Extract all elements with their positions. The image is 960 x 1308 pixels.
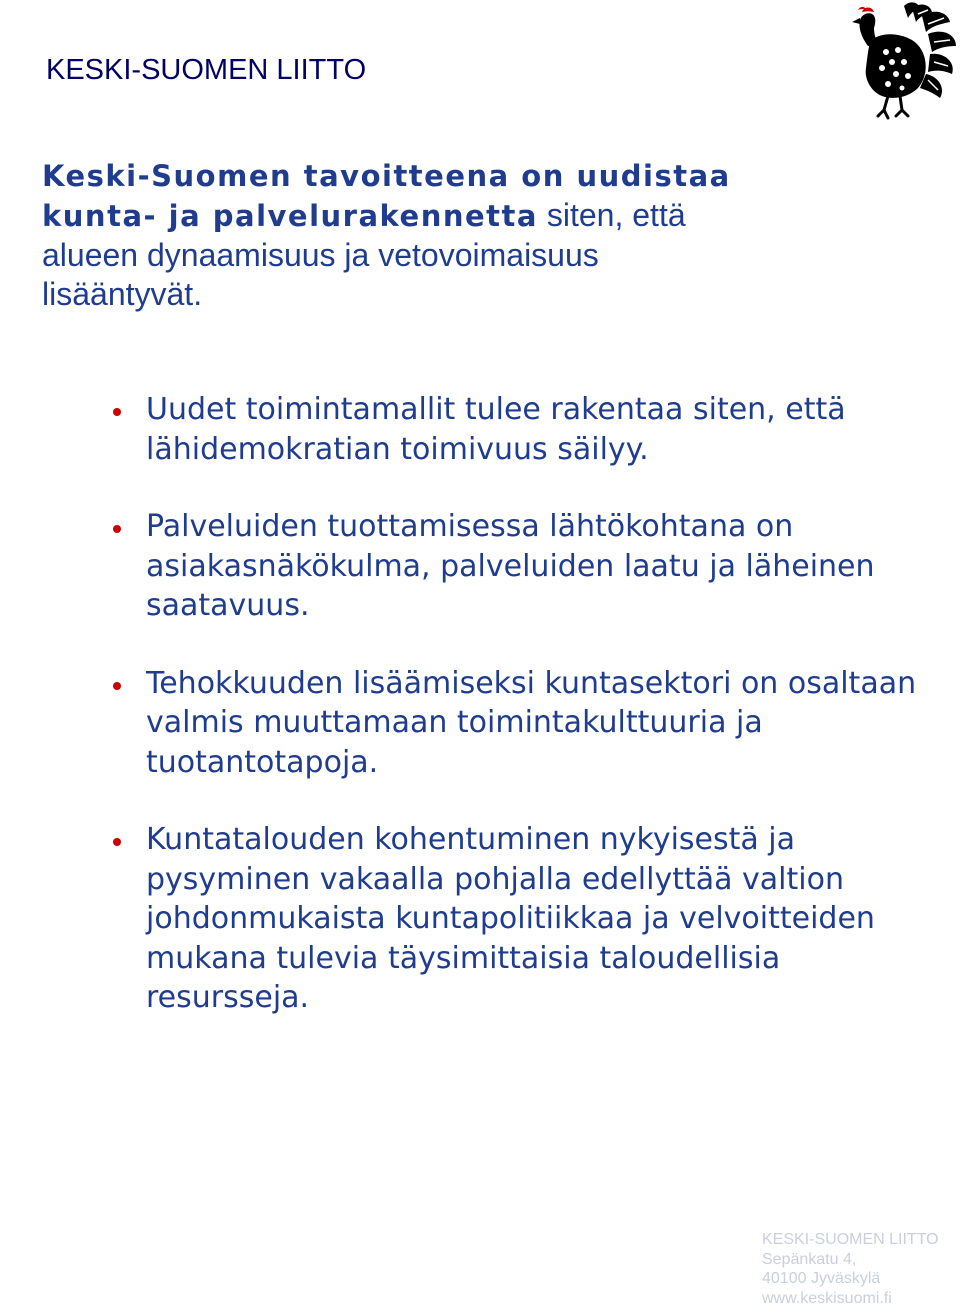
bullet-item: [0, 664, 960, 783]
bullet-dot-icon: [113, 838, 121, 846]
intro-line: [42, 196, 802, 236]
intro-bold-text: kunta- ja palvelurakennetta: [42, 199, 538, 233]
bullet-item: [0, 507, 960, 626]
bullet-item: [0, 820, 960, 1018]
footer-org: KESKI-SUOMEN LIITTO: [762, 1230, 939, 1250]
footer-web: www.keskisuomi.fi: [762, 1289, 939, 1308]
capercaillie-logo-icon: [842, 2, 960, 122]
intro-bold-text: Keski-Suomen tavoitteena on uudistaa: [42, 159, 731, 193]
intro-paragraph: [42, 156, 802, 314]
bullet-text: Palveluiden tuottamisessa lähtökohtana on asiakasnäkökulma, palveluiden laatu ja läheinen saatavuus.: [146, 509, 875, 623]
footer-address: [762, 1230, 939, 1308]
bullet-list: [0, 390, 960, 1056]
bullet-text: Uudet toimintamallit tulee rakentaa siten, että lähidemokratian toimivuus säilyy.: [146, 392, 846, 467]
footer-street: Sepänkatu 4,: [762, 1250, 939, 1270]
page-header-title: KESKI-SUOMEN LIITTO: [46, 54, 366, 87]
bullet-text: Tehokkuuden lisäämiseksi kuntasektori on osaltaan valmis muuttamaan toimintakulttuuria ja tuotantotapoja.: [146, 666, 916, 780]
intro-text: siten, että: [538, 197, 686, 233]
intro-line: alueen dynaamisuus ja vetovoimaisuus: [42, 236, 802, 275]
intro-line: [42, 156, 802, 196]
bullet-dot-icon: [113, 408, 121, 416]
bullet-dot-icon: [113, 682, 121, 690]
bullet-dot-icon: [113, 525, 121, 533]
bullet-text: Kuntatalouden kohentuminen nykyisestä ja pysyminen vakaalla pohjalla edellyttää valtion johdonmukaista kuntapolitiikkaa ja velvoitteiden mukana tulevia täysimittaisia taloudellisia resursseja.: [146, 822, 875, 1015]
intro-line: lisääntyvät.: [42, 275, 802, 314]
footer-city: 40100 Jyväskylä: [762, 1269, 939, 1289]
bullet-item: [0, 390, 960, 469]
